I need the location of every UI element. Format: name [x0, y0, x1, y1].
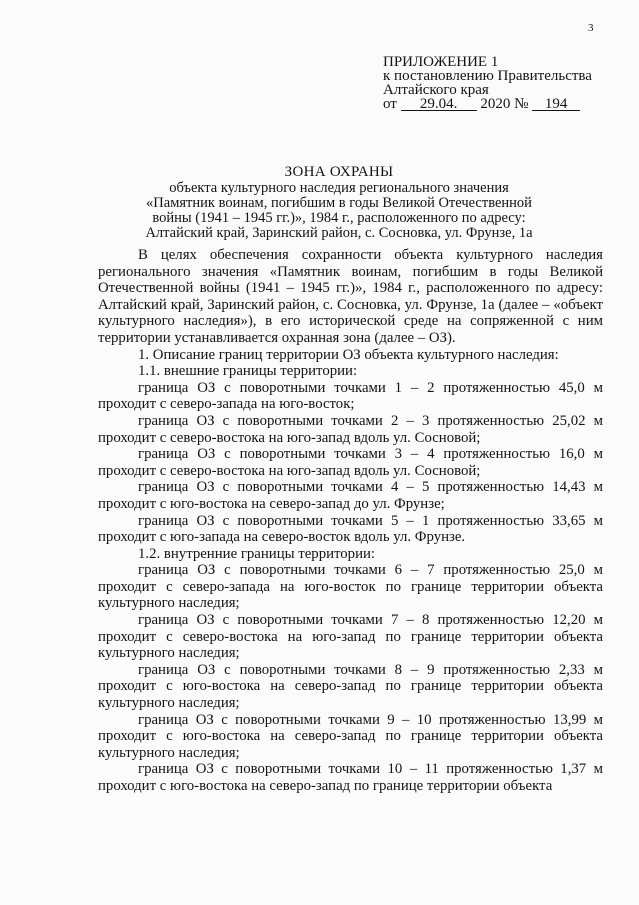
intro-paragraph: В целях обеспечения сохранности объекта культурного наследия регионального значения «Памятник воинам, погибшим в годы Великой Отечественной войны (1941 – 1945 гг.)», 1984 г., расположенного по адресу: Алтайский край, Заринский район, с. Сосновка, ул. Фрунзе, 1а (далее – «объект культурного наследия»), в его исторической среде на сопряженной с ним территории устанавливается охранная зона (далее – ОЗ). [98, 247, 603, 346]
appendix-number-sign: № [514, 96, 529, 112]
title-line-2: «Памятник воинам, погибшим в годы Великой Отечественной [146, 195, 532, 211]
inner-boundary-4: граница ОЗ с поворотными точками 9 – 10 протяженностью 13,99 м проходит с юго-востока на северо-запад по границе территории объекта культурного наследия; [98, 711, 603, 761]
outer-boundary-5-line-b: проходит с юго-запада на северо-восток вдоль ул. Фрунзе. [98, 529, 466, 546]
outer-boundary-2-line-a: граница ОЗ с поворотными точками 2 – 3 протяженностью 25,02 м [138, 412, 603, 429]
title-line-1: объекта культурного наследия регионального значения [169, 180, 509, 196]
outer-boundary-3-line-b: проходит с северо-востока на юго-запад вдоль ул. Сосновой; [98, 462, 481, 479]
appendix-region: Алтайского края [383, 82, 489, 98]
outer-boundary-2-line-b: проходит с северо-востока на юго-запад вдоль ул. Сосновой; [98, 429, 481, 446]
appendix-number: 194 [532, 98, 580, 111]
outer-boundary-3-line-a: граница ОЗ с поворотными точками 3 – 4 протяженностью 16,0 м [138, 446, 603, 463]
title-line-4: Алтайский край, Заринский район, с. Сосновка, ул. Фрунзе, 1а [145, 225, 533, 241]
section-1-heading: 1. Описание границ территории ОЗ объекта культурного наследия: [138, 346, 559, 363]
document-title [90, 165, 588, 241]
document-body [98, 247, 603, 795]
inner-boundary-2: граница ОЗ с поворотными точками 7 – 8 протяженностью 12,20 м проходит с северо-востока на юго-запад по границе территории объекта культурного наследия; [98, 612, 603, 662]
inner-boundary-3: граница ОЗ с поворотными точками 8 – 9 протяженностью 2,33 м проходит с юго-востока на северо-запад по границе территории объекта культурного наследия; [98, 661, 603, 712]
appendix-year: 2020 [480, 96, 511, 112]
inner-boundary-1: граница ОЗ с поворотными точками 6 – 7 протяженностью 25,0 м проходит с северо-запада на юго-восток по границе территории объекта культурного наследия; [98, 562, 603, 612]
page-number: 3 [588, 22, 594, 34]
appendix-date: 29.04. [401, 98, 477, 111]
title-line-3: войны (1941 – 1945 гг.)», 1984 г., расположенного по адресу: [152, 210, 526, 226]
appendix-heading: ПРИЛОЖЕНИЕ 1 [383, 54, 499, 70]
appendix-date-line [383, 97, 592, 111]
outer-boundary-4-line-b: проходит с юго-востока на северо-запад до ул. Фрунзе; [98, 495, 445, 512]
section-1-1-heading: 1.1. внешние границы территории: [138, 363, 358, 380]
section-1-2-heading: 1.2. внутренние границы территории: [138, 545, 376, 562]
outer-boundary-1-line-b: проходит с северо-запада на юго-восток; [98, 396, 355, 413]
appendix-from-label: от [383, 96, 397, 112]
inner-boundary-5: граница ОЗ с поворотными точками 10 – 11 протяженностью 1,37 м проходит с юго-востока на северо-запад по границе территории объекта [98, 761, 603, 794]
appendix-block [383, 55, 592, 111]
title-heading: ЗОНА ОХРАНЫ [284, 164, 394, 180]
outer-boundary-1-line-a: граница ОЗ с поворотными точками 1 – 2 протяженностью 45,0 м [138, 379, 603, 396]
outer-boundary-4-line-a: граница ОЗ с поворотными точками 4 – 5 протяженностью 14,43 м [138, 479, 603, 496]
appendix-resolution: к постановлению Правительства [383, 68, 592, 84]
outer-boundary-5-line-a: граница ОЗ с поворотными точками 5 – 1 протяженностью 33,65 м [138, 512, 603, 529]
